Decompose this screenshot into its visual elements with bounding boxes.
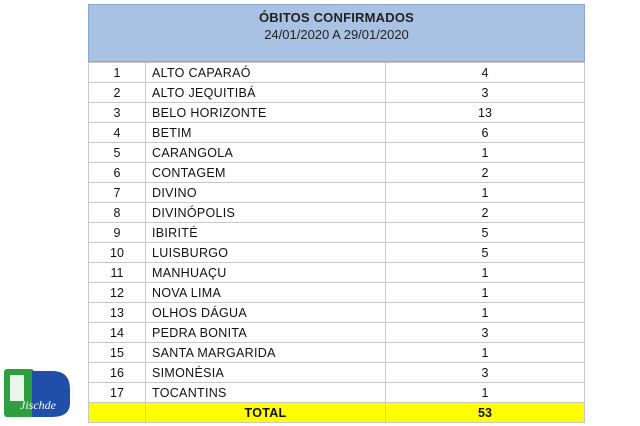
city-name: ALTO CAPARAÓ	[146, 63, 386, 83]
death-count: 1	[386, 283, 585, 303]
table-row	[89, 143, 585, 163]
city-name: DIVINÓPOLIS	[146, 203, 386, 223]
table-row	[89, 383, 585, 403]
city-name: DIVINO	[146, 183, 386, 203]
city-name: CONTAGEM	[146, 163, 386, 183]
table-row	[89, 223, 585, 243]
death-count: 5	[386, 223, 585, 243]
row-number: 11	[89, 263, 146, 283]
death-count: 2	[386, 203, 585, 223]
total-empty-cell	[89, 403, 146, 423]
table-row	[89, 303, 585, 323]
city-name: TOCANTINS	[146, 383, 386, 403]
city-name: SANTA MARGARIDA	[146, 343, 386, 363]
death-count: 1	[386, 303, 585, 323]
table-row	[89, 263, 585, 283]
table-body	[89, 63, 585, 403]
table-row	[89, 83, 585, 103]
death-count: 2	[386, 163, 585, 183]
row-number: 13	[89, 303, 146, 323]
table-row	[89, 203, 585, 223]
death-count: 13	[386, 103, 585, 123]
row-number: 16	[89, 363, 146, 383]
death-count: 1	[386, 183, 585, 203]
row-number: 14	[89, 323, 146, 343]
row-number: 9	[89, 223, 146, 243]
city-name: OLHOS DÁGUA	[146, 303, 386, 323]
city-name: BETIM	[146, 123, 386, 143]
death-count: 1	[386, 343, 585, 363]
logo-icon	[2, 367, 74, 419]
row-number: 10	[89, 243, 146, 263]
city-name: ALTO JEQUITIBÁ	[146, 83, 386, 103]
row-number: 5	[89, 143, 146, 163]
table-row	[89, 103, 585, 123]
death-count: 3	[386, 83, 585, 103]
table-row	[89, 163, 585, 183]
death-count: 4	[386, 63, 585, 83]
death-count: 3	[386, 363, 585, 383]
table-row	[89, 323, 585, 343]
table-title: ÓBITOS CONFIRMADOS	[258, 10, 415, 25]
death-count: 5	[386, 243, 585, 263]
table-row	[89, 243, 585, 263]
death-count: 1	[386, 263, 585, 283]
city-name: BELO HORIZONTE	[146, 103, 386, 123]
city-name: NOVA LIMA	[146, 283, 386, 303]
table-date-range: 24/01/2020 A 29/01/2020	[264, 27, 409, 42]
city-name: MANHUAÇU	[146, 263, 386, 283]
city-name: PEDRA BONITA	[146, 323, 386, 343]
city-name: LUISBURGO	[146, 243, 386, 263]
row-number: 1	[89, 63, 146, 83]
row-number: 7	[89, 183, 146, 203]
deaths-table-sheet	[88, 4, 585, 423]
city-name: IBIRITÉ	[146, 223, 386, 243]
city-name: CARANGOLA	[146, 143, 386, 163]
table-row	[89, 363, 585, 383]
table-row	[89, 63, 585, 83]
table-row	[89, 283, 585, 303]
total-value: 53	[386, 403, 585, 423]
death-count: 6	[386, 123, 585, 143]
total-row	[89, 403, 585, 423]
row-number: 15	[89, 343, 146, 363]
total-label: TOTAL	[146, 403, 386, 423]
row-number: 17	[89, 383, 146, 403]
death-count: 1	[386, 143, 585, 163]
table-row	[89, 123, 585, 143]
deaths-table	[88, 62, 585, 423]
row-number: 12	[89, 283, 146, 303]
site-logo	[2, 367, 74, 419]
row-number: 8	[89, 203, 146, 223]
death-count: 1	[386, 383, 585, 403]
row-number: 6	[89, 163, 146, 183]
row-number: 4	[89, 123, 146, 143]
logo-text: Jischde	[20, 398, 56, 412]
table-row	[89, 183, 585, 203]
row-number: 2	[89, 83, 146, 103]
city-name: SIMONÉSIA	[146, 363, 386, 383]
table-row	[89, 343, 585, 363]
table-header	[88, 4, 585, 62]
row-number: 3	[89, 103, 146, 123]
death-count: 3	[386, 323, 585, 343]
